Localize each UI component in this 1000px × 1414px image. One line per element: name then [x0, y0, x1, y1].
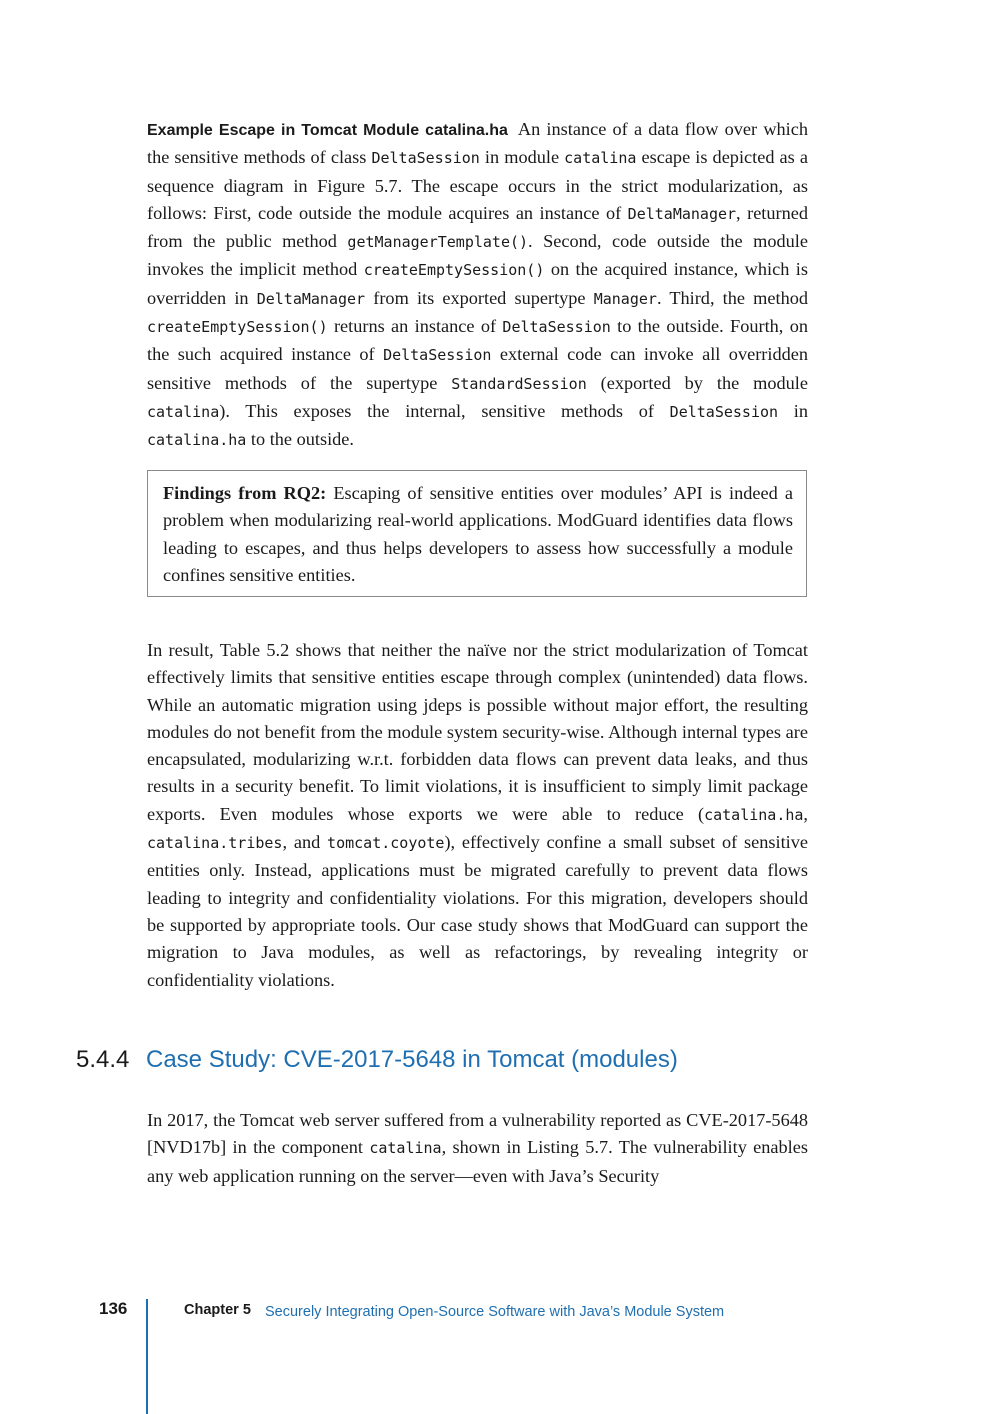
code-span: catalina.ha	[147, 431, 247, 450]
text-run: ). This exposes the internal, sensitive methods of	[219, 400, 670, 421]
text-run: returns an instance of	[327, 316, 503, 337]
section-number: 5.4.4	[76, 1046, 130, 1073]
text-run: , and	[282, 832, 328, 853]
code-span: getManagerTemplate()	[347, 233, 529, 252]
text-run: . Second, code outside the module invokes the implicit method	[147, 231, 809, 280]
text-run: in module	[479, 147, 565, 168]
code-span: DeltaManager	[627, 204, 737, 223]
paragraph-case-study	[147, 1107, 808, 1190]
findings-label: Findings from RQ2:	[163, 483, 327, 503]
text-run: escape is depicted as a sequence diagram in Figure 5.7. The escape occurs in the strict modularization, as follows: First, code outside the module acquires an instance of	[147, 147, 808, 223]
findings-body: Escaping of sensitive entities over modules’ API is indeed a problem when modularizing real-world applications. ModGuard identifies data flows leading to escapes, and thus helps developers to assess how successfully a module confines sensitive entities.	[163, 483, 793, 585]
code-span: catalina.ha	[704, 805, 804, 824]
section-heading: Case Study: CVE-2017-5648 in Tomcat (modules)	[146, 1046, 678, 1073]
paragraph-example-escape	[147, 116, 808, 455]
code-span: DeltaSession	[669, 402, 779, 421]
code-span: catalina.tribes	[147, 834, 283, 853]
text-run: to the outside. Fourth, on the such acquired instance of	[147, 316, 808, 365]
text-run: In 2017, the Tomcat web server suffered from a vulnerability reported as CVE-2017-5648 [NVD17b] in the component	[147, 1110, 808, 1158]
footer-chapter-label: Chapter 5	[184, 1302, 251, 1318]
code-span: tomcat.coyote	[327, 834, 445, 853]
code-span: createEmptySession()	[363, 261, 545, 280]
code-span: catalina	[147, 402, 220, 421]
code-span: DeltaSession	[383, 346, 492, 365]
text-run: , shown in Listing 5.7. The vulnerability enables any web application running on the server—even with Java’s Security	[147, 1137, 808, 1186]
text-run: to the outside.	[246, 429, 354, 450]
text-run: In result, Table 5.2 shows that neither the naïve nor the strict modularization of Tomcat effectively limits that sensitive entities escape through complex (unintended) data flows. While an automatic migration using jdeps is possible without major effort, the resulting modules do not benefit from the module system security-wise. Although internal types are encapsulated, modularizing w.r.t. forbidden data flows can prevent data leaks, and thus results in a security benefit. To limit violations, it is insufficient to simply limit package exports. Even modules whose exports we were able to reduce (	[147, 640, 808, 824]
text-run: external code can invoke all overridden sensitive methods of the supertype	[147, 344, 808, 393]
runin-heading: Example Escape in Tomcat Module catalina.ha	[147, 122, 508, 139]
text-run: from its exported supertype	[365, 287, 594, 308]
text-run: . Third, the method	[656, 287, 808, 308]
code-span: createEmptySession()	[147, 318, 328, 337]
code-span: catalina	[564, 149, 637, 168]
paragraph-result	[147, 637, 808, 994]
page-number: 136	[99, 1299, 128, 1318]
text-run: on the acquired instance, which is overridden in	[147, 259, 808, 308]
findings-text	[163, 480, 793, 589]
code-span: DeltaManager	[256, 289, 366, 308]
code-span: Manager	[593, 289, 657, 308]
text-run: ), effectively confine a small subset of sensitive entities only. Instead, applications must be migrated carefully to prevent data flows leading to integrity and confidentiality violations. For this migration, developers should be supported by appropriate tools. Our case study shows that ModGuard can support the migration to Java modules, as well as refactorings, by revealing integrity or confidentiality violations.	[147, 832, 808, 990]
footer-chapter-title: Securely Integrating Open-Source Software with Java’s Module System	[265, 1304, 725, 1320]
text-run: ,	[803, 803, 808, 824]
code-span: StandardSession	[451, 374, 587, 393]
findings-box	[147, 470, 807, 597]
code-span: catalina	[369, 1139, 442, 1158]
code-span: DeltaSession	[502, 318, 611, 337]
text-run: (exported by the module	[586, 372, 808, 393]
text-run: in	[778, 400, 808, 421]
footer-divider	[146, 1299, 148, 1414]
text-run: An instance of a data flow over which the sensitive methods of class	[147, 119, 808, 168]
code-span: DeltaSession	[371, 149, 480, 168]
text-run: , returned from the public method	[147, 202, 809, 252]
